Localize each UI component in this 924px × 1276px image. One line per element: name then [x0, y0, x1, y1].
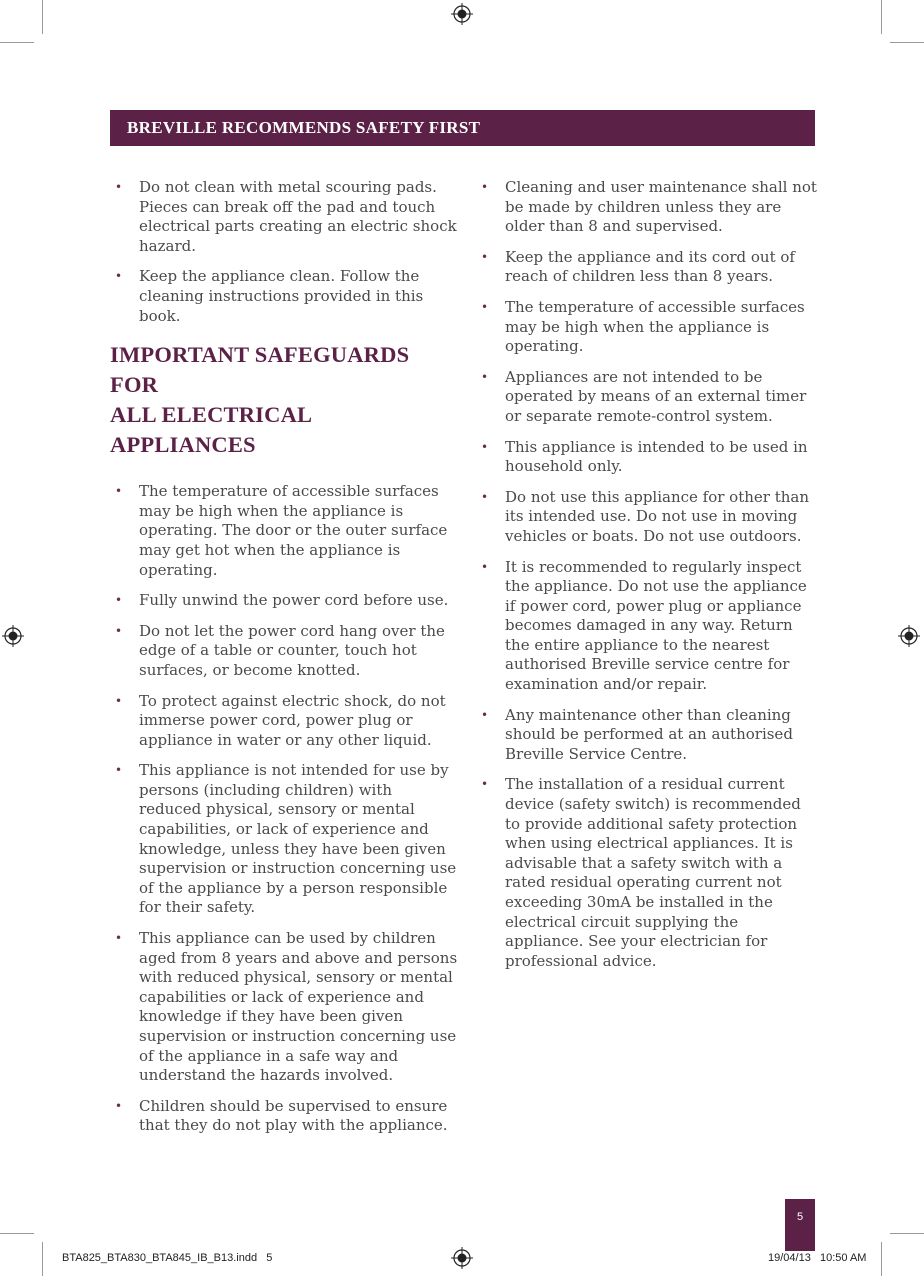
list-item: • Keep the appliance clean. Follow the cleaning instructions provided in this book.: [115, 267, 424, 325]
bullet-icon: •: [481, 299, 489, 314]
bullet-icon: •: [115, 623, 123, 638]
bullet-icon: •: [481, 707, 489, 722]
safeguards-bullet-list: [113, 482, 458, 1136]
list-item: • This appliance is intended to be used in household only.: [481, 437, 808, 476]
crop-mark: [881, 1242, 882, 1276]
list-item: • Appliances are not intended to be operated by means of an external timer or separate remote-control system.: [481, 367, 807, 425]
registration-mark-icon: [898, 625, 920, 647]
list-item: • Do not let the power cord hang over the edge of a table or counter, touch hot surfaces, or become knotted.: [115, 621, 445, 679]
list-item: • Fully unwind the power cord before use.: [115, 591, 449, 610]
right-bullet-list: [479, 178, 819, 971]
list-item: • This appliance is not intended for use by persons (including children) with reduced physical, sensory or mental capabilities, or lack of experience and knowledge, unless they have been given supervision or instruction concerning use of the appliance by a person responsible for their safety.: [115, 761, 457, 917]
footer-datetime: 19/04/13 10:50 AM: [768, 1252, 867, 1264]
bullet-icon: •: [481, 439, 489, 454]
footer-file-name: BTA825_BTA830_BTA845_IB_B13.indd 5: [62, 1252, 273, 1264]
list-item: • To protect against electric shock, do not immerse power cord, power plug or appliance in water or any other liquid.: [115, 691, 446, 749]
section-heading: IMPORTANT SAFEGUARDS FOR ALL ELECTRICAL APPLIANCES: [110, 342, 410, 458]
bullet-icon: •: [115, 1098, 123, 1113]
crop-mark: [0, 1233, 34, 1234]
bullet-icon: •: [115, 931, 123, 946]
section-banner: BREVILLE RECOMMENDS SAFETY FIRST: [110, 110, 815, 146]
crop-mark: [890, 42, 924, 43]
registration-mark-icon: [451, 3, 473, 25]
list-item: • The temperature of accessible surfaces may be high when the appliance is operating. The door or the outer surface may get hot when the appliance is operating.: [115, 482, 448, 579]
list-item: • The installation of a residual current device (safety switch) is recommended to provide additional safety protection when using electrical appliances. It is advisable that a safety switch with a rated residual operating current not exceeding 30mA be installed in the electrical circuit supplying the appliance. See your electrician for professional advice.: [481, 775, 801, 970]
bullet-icon: •: [115, 269, 123, 284]
bullet-icon: •: [115, 484, 123, 499]
list-item: • Do not use this appliance for other than its intended use. Do not use in moving vehicles or boats. Do not use outdoors.: [481, 487, 810, 545]
bullet-icon: •: [115, 763, 123, 778]
bullet-icon: •: [481, 489, 489, 504]
crop-mark: [881, 0, 882, 34]
list-item: • It is recommended to regularly inspect the appliance. Do not use the appliance if power cord, power plug or appliance becomes damaged in any way. Return the entire appliance to the nearest authorised Breville service centre for examination and/or repair.: [481, 557, 807, 694]
bullet-icon: •: [481, 777, 489, 792]
bullet-icon: •: [115, 693, 123, 708]
list-item: • Cleaning and user maintenance shall not be made by children unless they are older than 8 and supervised.: [481, 178, 817, 236]
crop-mark: [42, 0, 43, 34]
list-item: • Any maintenance other than cleaning should be performed at an authorised Breville Service Centre.: [481, 705, 793, 763]
right-column: [479, 178, 819, 982]
page-number: 5: [785, 1199, 815, 1251]
list-item: • Keep the appliance and its cord out of reach of children less than 8 years.: [481, 247, 795, 286]
intro-bullet-list: [113, 178, 458, 326]
left-column: [110, 178, 458, 1147]
crop-mark: [42, 1242, 43, 1276]
bullet-icon: •: [115, 180, 123, 194]
bullet-icon: •: [481, 369, 489, 384]
list-item: • Children should be supervised to ensure that they do not play with the appliance.: [115, 1096, 448, 1135]
bullet-icon: •: [481, 180, 489, 194]
list-item: • Do not clean with metal scouring pads. Pieces can break off the pad and touch electrical parts creating an electric shock hazard.: [115, 178, 457, 255]
bullet-icon: •: [481, 559, 489, 574]
list-item: • This appliance can be used by children aged from 8 years and above and persons with reduced physical, sensory or mental capabilities or lack of experience and knowledge if they have been given supervision or instruction concerning use of the appliance in a safe way and understand the hazards involved.: [115, 929, 458, 1085]
bullet-icon: •: [481, 249, 489, 264]
crop-mark: [890, 1233, 924, 1234]
registration-mark-icon: [2, 625, 24, 647]
list-item: • The temperature of accessible surfaces may be high when the appliance is operating.: [481, 297, 805, 356]
bullet-icon: •: [115, 593, 123, 608]
crop-mark: [0, 42, 34, 43]
registration-mark-icon: [451, 1247, 473, 1269]
